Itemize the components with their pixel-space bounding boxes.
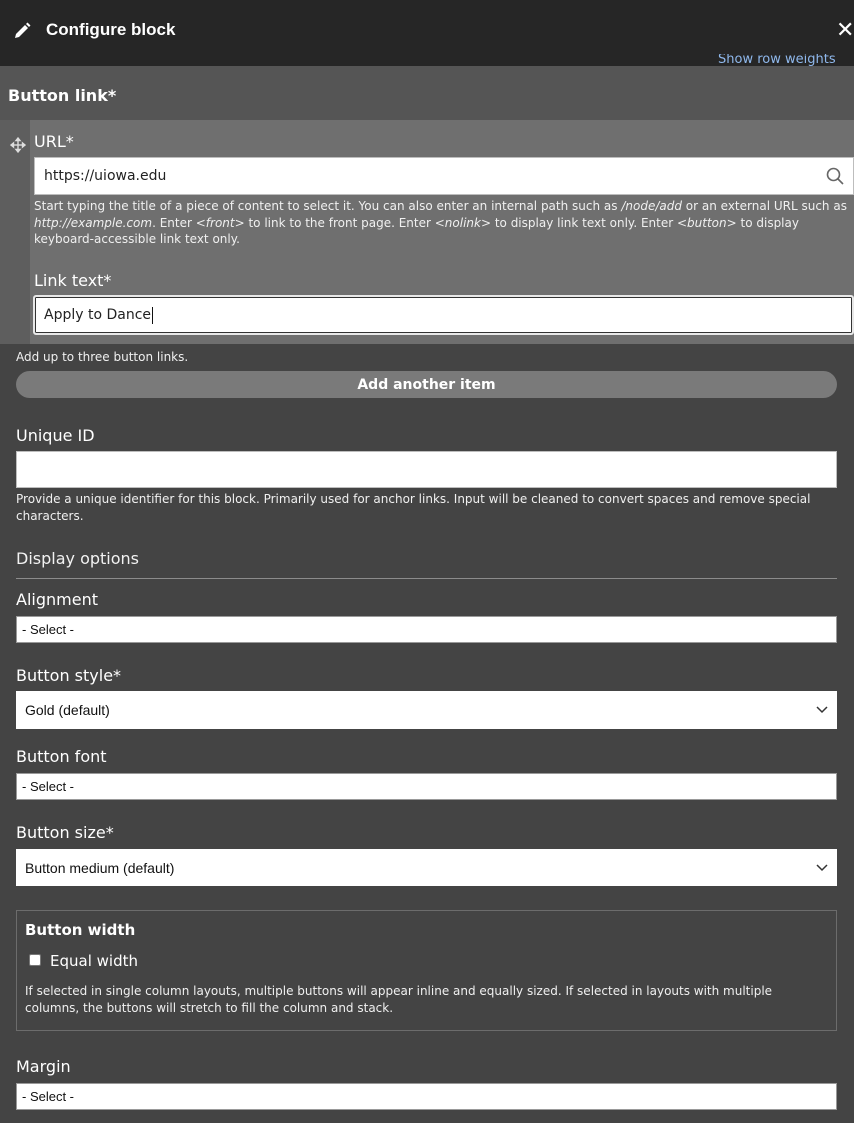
move-handle-icon[interactable] (10, 137, 26, 153)
chevron-down-icon (816, 864, 828, 872)
button-font-label: Button font (16, 747, 107, 766)
add-another-item-button[interactable]: Add another item (16, 371, 837, 398)
button-links-help: Add up to three button links. (16, 350, 189, 364)
url-value: https://uiowa.edu (44, 168, 167, 184)
link-text-value: Apply to Dance (44, 307, 152, 323)
button-size-label: Button size* (16, 823, 114, 842)
link-text-input[interactable] (33, 295, 854, 335)
close-icon[interactable]: ✕ (836, 18, 854, 43)
drag-column (0, 120, 30, 344)
url-description: Start typing the title of a piece of content to select it. You can also enter an internal path such as /node/add or an external URL such as http://example.com. Enter <front> to link to the front page. Enter <nolink> to display link text only. Enter <button> to display keyboard-accessible link text only. (34, 199, 847, 246)
unique-id-input[interactable] (16, 451, 837, 488)
unique-id-description: Provide a unique identifier for this block. Primarily used for anchor links. Input will be cleaned to convert spaces and remove special characters. (16, 492, 811, 523)
button-width-description: If selected in single column layouts, multiple buttons will appear inline and equally sized. If selected in layouts with multiple columns, the buttons will stretch to fill the column and stack. (25, 984, 773, 1015)
dialog-title: Configure block (46, 20, 176, 39)
margin-label: Margin (16, 1057, 71, 1076)
link-text-label: Link text* (34, 271, 112, 290)
button-width-legend: Button width (25, 921, 136, 939)
button-link-header (0, 66, 854, 120)
search-icon (826, 167, 844, 185)
text-cursor (152, 307, 153, 324)
button-style-label: Button style* (16, 666, 122, 685)
url-label: URL* (34, 132, 74, 151)
equal-width-checkbox[interactable] (29, 954, 41, 966)
display-options-divider (16, 578, 837, 579)
alignment-label: Alignment (16, 590, 98, 609)
button-style-value: Gold (default) (25, 702, 110, 718)
button-style-select[interactable] (16, 691, 837, 729)
equal-width-label[interactable]: Equal width (50, 952, 138, 970)
chevron-down-icon (816, 706, 828, 714)
show-row-weights-link[interactable]: Show row weights (718, 54, 836, 66)
button-font-select[interactable]: - Select - (16, 773, 837, 800)
unique-id-label: Unique ID (16, 426, 95, 445)
display-options-heading: Display options (16, 549, 139, 568)
margin-select[interactable]: - Select - (16, 1083, 837, 1110)
pencil-icon (12, 21, 32, 41)
button-link-title: Button link* (8, 86, 117, 105)
alignment-select[interactable]: - Select - (16, 616, 837, 643)
button-size-value: Button medium (default) (25, 859, 175, 876)
url-input[interactable] (34, 157, 854, 195)
button-size-select[interactable] (16, 849, 837, 886)
